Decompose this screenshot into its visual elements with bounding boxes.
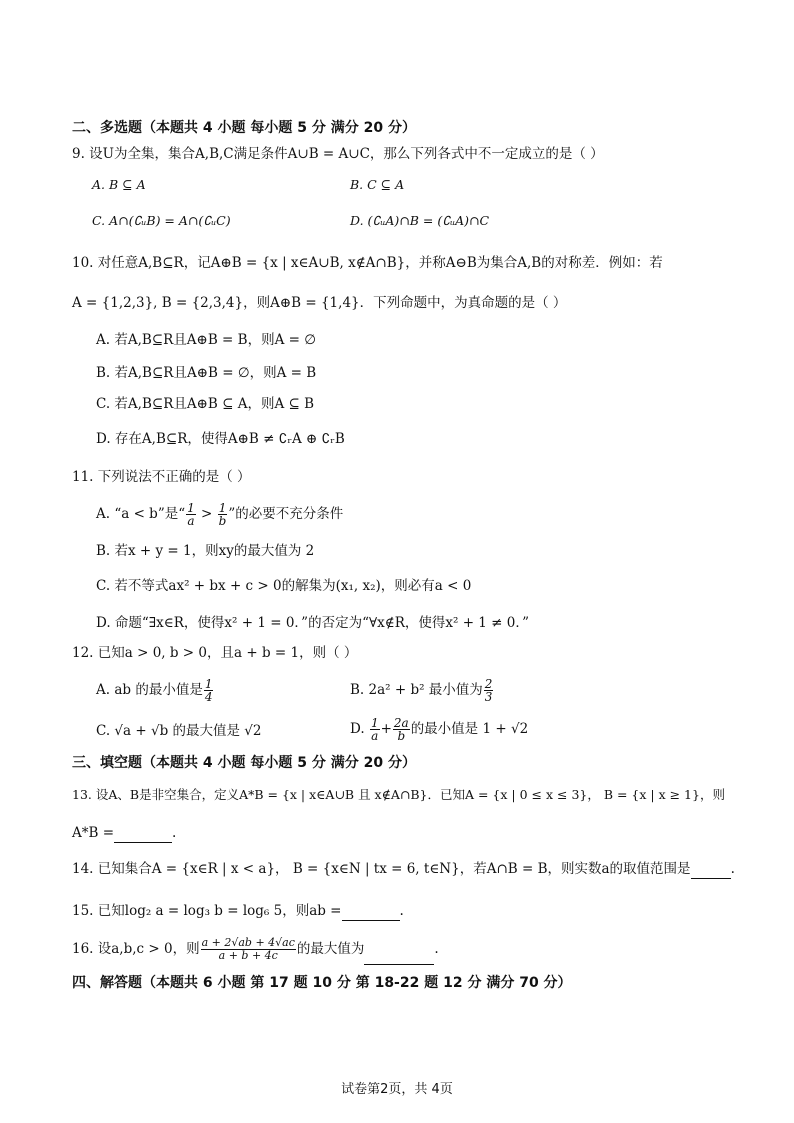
question-15-text: 15. 已知log₂ a = log₃ b = log₆ 5，则ab = (72, 903, 342, 919)
question-16-fraction (201, 937, 296, 962)
period: . (399, 903, 404, 919)
question-12-stem: 12. 已知a > 0, b > 0，且a + b = 1，则（ ） (72, 645, 358, 661)
question-12-option-a-text: A. ab 的最小值是 (96, 682, 203, 698)
question-11-stem: 11. 下列说法不正确的是（ ） (72, 469, 251, 485)
fraction-denominator: a (371, 729, 379, 743)
question-9-option-a: A. B ⊆ A (92, 177, 146, 192)
fraction-numerator: 2a (393, 716, 409, 730)
fraction-denominator: 4 (204, 690, 213, 704)
question-10-option-d: D. 存在A,B⊆R，使得A⊕B ≠ ∁ᵣA ⊕ ∁ᵣB (96, 431, 345, 447)
answer-blank[interactable] (364, 934, 434, 965)
question-10-option-a: A. 若A,B⊆R且A⊕B = B，则A = ∅ (96, 332, 316, 348)
fraction-denominator: a (187, 514, 195, 528)
fraction-denominator: b (397, 729, 406, 743)
answer-blank[interactable] (114, 824, 172, 843)
question-11-option-d: D. 命题“∃x∈R，使得x² + 1 = 0．”的否定为“∀x∉R，使得x² + 1 ≠ 0．” (96, 615, 530, 631)
fraction-numerator: 1 (218, 501, 227, 515)
question-12-option-a (96, 676, 214, 704)
page-footer: 试卷第2页，共 4页 (341, 1082, 453, 1097)
question-11-option-c: C. 若不等式ax² + bx + c > 0的解集为(x₁, x₂)，则必有a < 0 (96, 578, 472, 594)
question-12-option-b-text: B. 2a² + b² 最小值为 (350, 682, 483, 698)
question-12-option-c: C. √a + √b 的最大值是 √2 (96, 723, 262, 739)
question-9-option-c: C. A∩(∁ᵤB) = A∩(∁ᵤC) (92, 213, 231, 228)
fraction-numerator: 1 (204, 677, 213, 691)
question-10-option-b: B. 若A,B⊆R且A⊕B = ∅，则A = B (96, 365, 317, 381)
question-11-option-a-post: ”的必要不充分条件 (228, 506, 344, 522)
question-13-answer-label: A*B = (72, 825, 115, 841)
fraction-numerator: 1 (187, 501, 195, 515)
question-16-text: 16. 设a,b,c > 0，则 (72, 941, 200, 957)
question-13-stem: 13. 设A、B是非空集合，定义A*B = {x | x∈A∪B 且 x∉A∩B}．已知A = {x | 0 ≤ x ≤ 3}， B = {x | x ≥ 1}，则 (72, 787, 725, 802)
question-12-option-b (350, 676, 494, 704)
fraction-numerator: 2 (484, 677, 493, 691)
question-10-option-c: C. 若A,B⊆R且A⊕B ⊆ A，则A ⊆ B (96, 396, 315, 412)
question-12-option-d-label: D. (350, 721, 365, 737)
fraction-denominator: a + b + 4c (218, 949, 278, 962)
question-11-option-a (96, 500, 343, 528)
section-title-answer-questions: 四、解答题（本题共 6 小题 第 17 题 10 分 第 18-22 题 12 分 满分 70 分） (72, 975, 572, 991)
greater-than-sign: > (196, 506, 217, 522)
fraction-denominator: b (218, 514, 227, 528)
fraction-denominator: 3 (484, 690, 493, 704)
question-14-text: 14. 已知集合A = {x∈R | x < a}， B = {x∈N | tx = 6, t∈N}，若A∩B = B，则实数a的取值范围是 (72, 861, 691, 877)
fraction-1-over-b (218, 502, 228, 527)
fraction-1-over-4 (204, 678, 214, 703)
fraction-numerator: a + 2√ab + 4√ac (201, 936, 295, 949)
fraction-1-over-a (186, 502, 196, 527)
fraction-numerator: 1 (370, 716, 379, 730)
question-9-option-b: B. C ⊆ A (350, 177, 405, 192)
question-14-stem (72, 860, 735, 879)
question-12-option-d (350, 715, 528, 743)
question-15-stem (72, 902, 404, 921)
period: . (434, 941, 439, 957)
section-title-fill-in: 三、填空题（本题共 4 小题 每小题 5 分 满分 20 分） (72, 755, 416, 771)
fraction-2-over-3 (484, 678, 494, 703)
fraction-2a-over-b (393, 717, 410, 742)
section-title-multiple-choice: 二、多选题（本题共 4 小题 每小题 5 分 满分 20 分） (72, 120, 416, 136)
question-12-option-d-post: 的最小值是 1 + √2 (410, 721, 529, 737)
question-11-option-b: B. 若x + y = 1，则xy的最大值为 2 (96, 543, 315, 559)
question-13-answer-line (72, 824, 176, 843)
answer-blank[interactable] (342, 902, 400, 921)
period: . (172, 825, 177, 841)
question-10-stem-line2: A = {1,2,3}, B = {2,3,4}，则A⊕B = {1,4}．下列命题中，为真命题的是（ ） (72, 295, 567, 311)
plus-sign: + (380, 721, 392, 737)
question-16-text-post: 的最大值为 (296, 941, 365, 957)
question-9-option-d: D. (∁ᵤA)∩B = (∁ᵤA)∩C (350, 213, 490, 228)
question-10-stem: 10. 对任意A,B⊆R，记A⊕B = {x | x∈A∪B, x∉A∩B}，并称A⊖B为集合A,B的对称差．例如：若 (72, 255, 663, 271)
fraction-1-over-a (370, 717, 380, 742)
question-16-stem (72, 934, 439, 965)
period: . (730, 861, 735, 877)
answer-blank[interactable] (691, 860, 731, 879)
question-9-stem: 9. 设U为全集，集合A,B,C满足条件A∪B = A∪C，那么下列各式中不一定成立的是（ ） (72, 146, 604, 162)
question-11-option-a-pre: A. “a < b”是“ (96, 506, 186, 522)
